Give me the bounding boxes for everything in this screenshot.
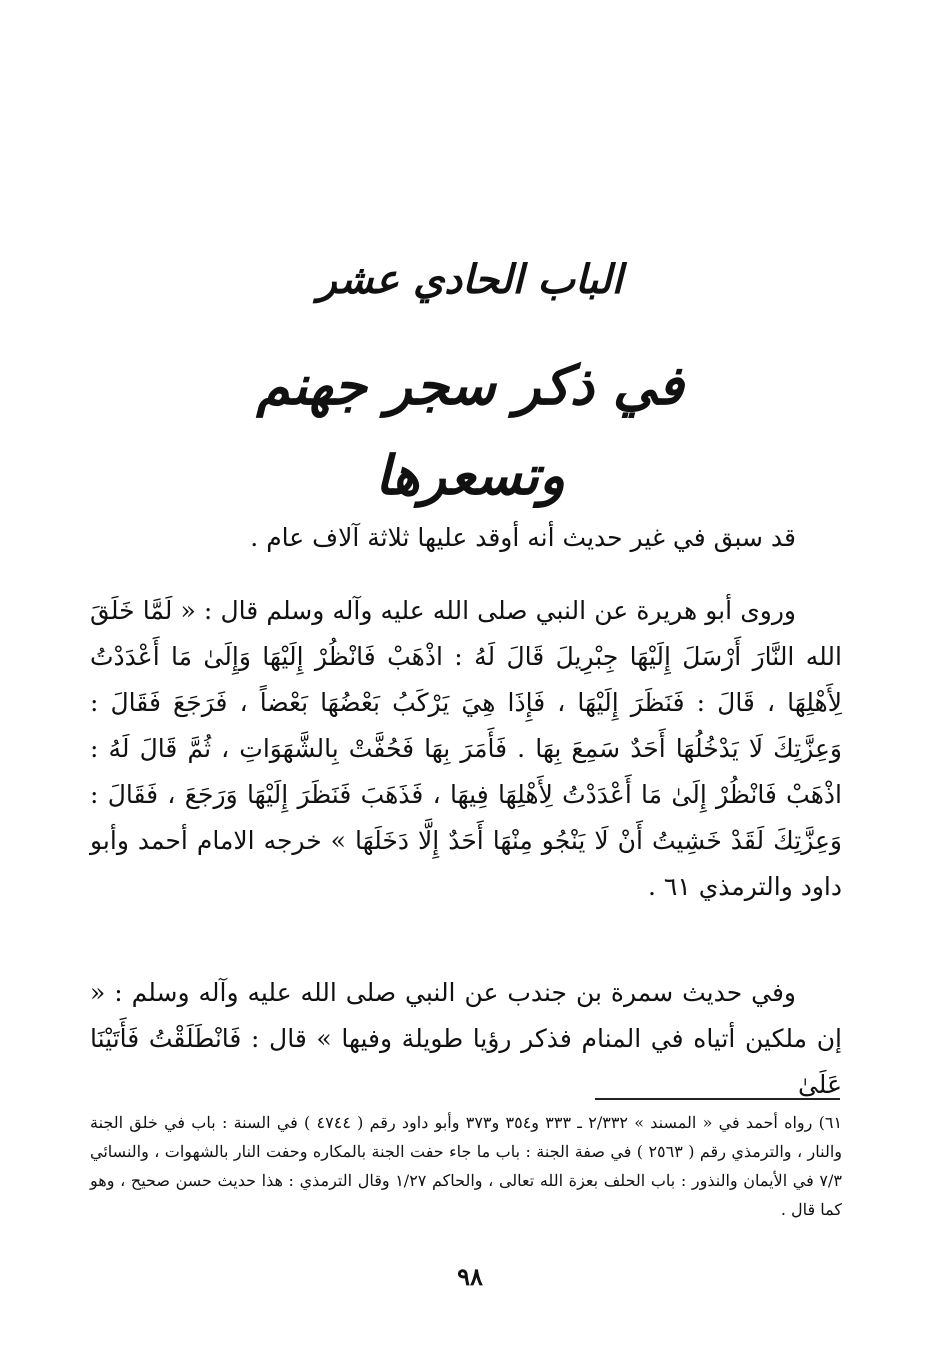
paragraph-intro [90,515,842,561]
paragraph-text: وروى أبو هريرة عن النبي صلى الله عليه وآله وسلم قال : « لَمَّا خَلَقَ الله النَّارَ أَرْسَلَ إِلَيْهَا جِبْرِيلَ قَالَ لَهُ : اذْهَبْ فَانْظُرْ إِلَيْهَا وَإِلَىٰ مَا أَعْدَدْتُ لِأَهْلِهَا ، قَالَ : فَنَظَرَ إِلَيْهَا ، فَإِذَا هِيَ يَرْكَبُ بَعْضُهَا بَعْضاً ، فَرَجَعَ فَقَالَ : وَعِزَّتِكَ لَا يَدْخُلُهَا أَحَدٌ سَمِعَ بِهَا . فَأَمَرَ بِهَا فَحُفَّتْ بِالشَّهَوَاتِ ، ثُمَّ قَالَ لَهُ : اذْهَبْ فَانْظُرْ إِلَىٰ مَا أَعْدَدْتُ لِأَهْلِهَا فِيهَا ، فَذَهَبَ فَنَظَرَ إِلَيْهَا وَرَجَعَ ، فَقَالَ : وَعِزَّتِكَ لَقَدْ خَشِيتُ أَنْ لَا يَنْجُو مِنْهَا أَحَدٌ إِلَّا دَخَلَهَا » خرجه الامام أحمد وأبو داود والترمذي ٦١ . [90,596,842,901]
paragraph-text: وفي حديث سمرة بن جندب عن النبي صلى الله عليه وآله وسلم : « إن ملكين أتياه في المنام فذكر رؤيا طويلة وفيها » قال : فَانْطَلَقْتُ فَأَتَيْنَا عَلَىٰ [90,978,842,1099]
page-number: ٩٨ [457,1262,483,1291]
chapter-title: الباب الحادي عشر [317,256,623,303]
paragraph-hadith-abu-hurayra [90,588,842,910]
footnote: ٦١) رواه أحمد في « المسند » ٢/٣٣٢ ـ ٣٣٣ و٣٥٤ و٣٧٣ وأبو داود رقم ( ٤٧٤٤ ) في السنة : باب في خلق الجنة والنار ، والترمذي رقم ( ٢٥٦٣ ) في صفة الجنة : باب ما جاء حفت الجنة بالمكاره وحفت النار بالشهوات ، والنسائي ٧/٣ في الأيمان والنذور : باب الحلف بعزة الله تعالى ، والحاكم ١/٢٧ وقال الترمذي : هذا حديث حسن صحيح ، وهو كما قال . [90,1113,843,1219]
paragraph-hadith-samura [90,970,842,1108]
footnote-divider [595,1098,840,1100]
paragraph-text: قد سبق في غير حديث أنه أوقد عليها ثلاثة آلاف عام . [250,523,796,552]
chapter-subtitle: في ذكر سجر جهنم وتسعرها [256,353,684,507]
